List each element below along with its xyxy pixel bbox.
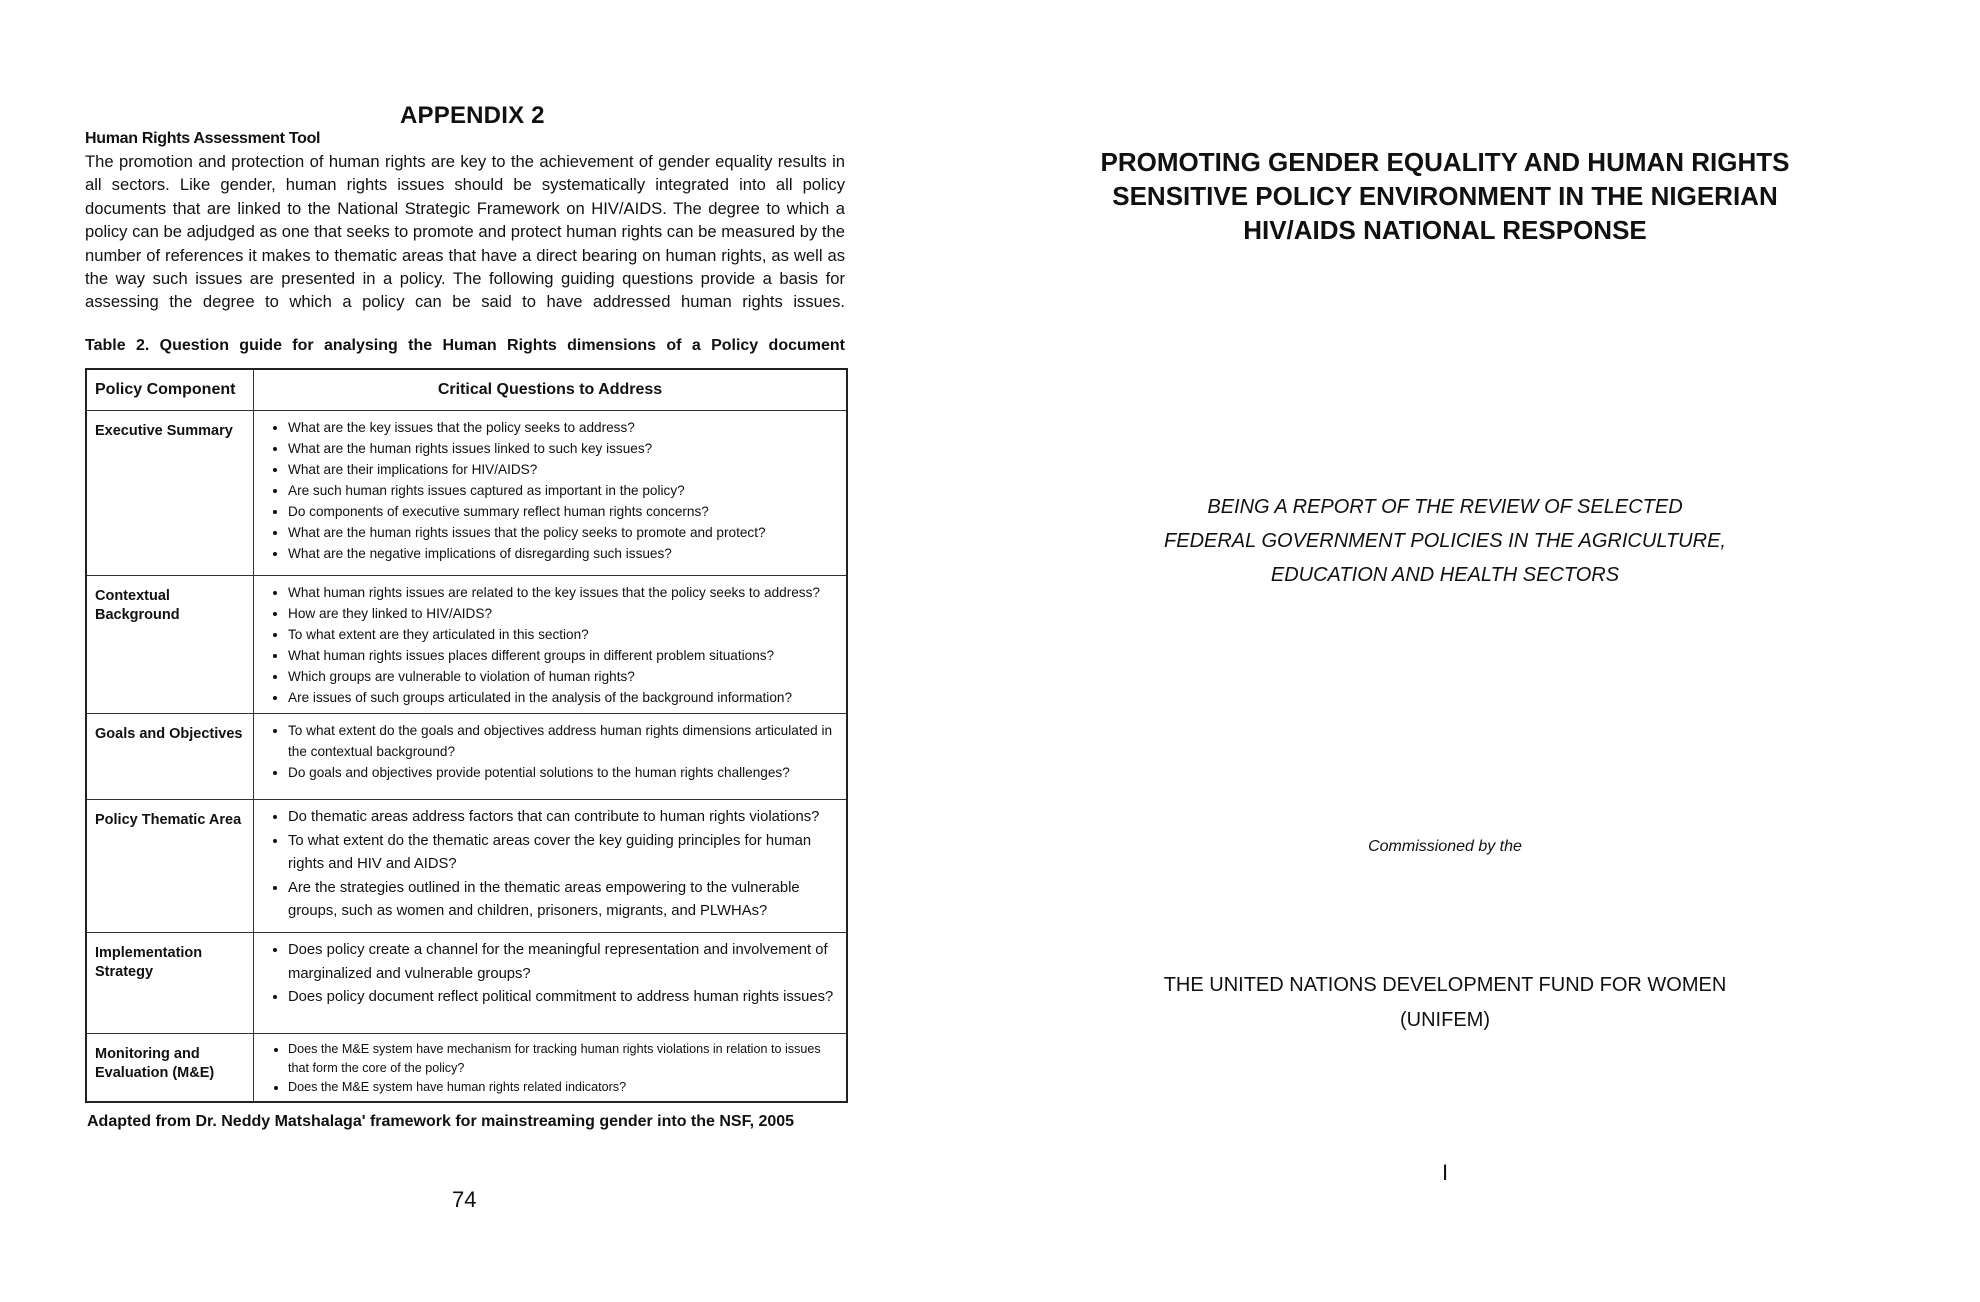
report-title-line: PROMOTING GENDER EQUALITY AND HUMAN RIGHTS	[1100, 147, 1790, 177]
question-item: • Which groups are vulnerable to violation of human rights?	[288, 666, 840, 687]
report-title	[1035, 145, 1855, 247]
question-item: • To what extent do the goals and objectives address human rights dimensions articulated in the contextual background?	[288, 720, 840, 762]
question-item: • Do thematic areas address factors that can contribute to human rights violations?	[288, 806, 840, 830]
organization-line: THE UNITED NATIONS DEVELOPMENT FUND FOR WOMEN	[1163, 974, 1727, 996]
page-number: 74	[452, 1187, 477, 1212]
table-row	[86, 714, 847, 800]
question-item: • What are the human rights issues linked to such key issues?	[288, 438, 840, 459]
report-subtitle	[1035, 490, 1855, 592]
source-note: Adapted from Dr. Neddy Matshalaga' framework for mainstreaming gender into the NSF, 2005	[87, 1113, 795, 1130]
question-item: • Does the M&E system have mechanism for tracking human rights violations in relation to issues that form the core of the policy?	[288, 1040, 840, 1078]
row-component: Executive Summary	[86, 411, 254, 576]
row-component: Implementation Strategy	[86, 933, 254, 1034]
table-row	[86, 576, 847, 714]
subtitle-line: BEING A REPORT OF THE REVIEW OF SELECTED	[1207, 496, 1683, 518]
table-caption: Table 2. Question guide for analysing the Human Rights dimensions of a Policy document	[85, 337, 845, 354]
question-item: • Are issues of such groups articulated in the analysis of the background information?	[288, 687, 840, 708]
question-item: • Are the strategies outlined in the thematic areas empowering to the vulnerable groups, such as women and children, prisoners, migrants, and PLWHAs?	[288, 877, 840, 924]
row-questions	[254, 933, 848, 1034]
header-policy-component: Policy Component	[86, 369, 254, 411]
subtitle-line: EDUCATION AND HEALTH SECTORS	[1270, 564, 1620, 586]
row-component: Contextual Background	[86, 576, 254, 714]
report-title-line: HIV/AIDS NATIONAL RESPONSE	[1243, 215, 1647, 245]
question-item: • Does policy document reflect political commitment to address human rights issues?	[288, 986, 840, 1010]
report-title-line: SENSITIVE POLICY ENVIRONMENT IN THE NIGERIAN	[1112, 181, 1778, 211]
organization	[1035, 968, 1855, 1038]
right-page	[990, 0, 1980, 1302]
question-guide-table	[85, 368, 848, 1103]
appendix-title: APPENDIX 2	[400, 102, 545, 129]
question-item: • What human rights issues places different groups in different problem situations?	[288, 645, 840, 666]
table-row	[86, 800, 847, 933]
question-item: • Does the M&E system have human rights related indicators?	[288, 1078, 840, 1097]
row-component: Goals and Objectives	[86, 714, 254, 800]
intro-paragraph: The promotion and protection of human rights are key to the achievement of gender equality results in all sectors. Like gender, human rights issues should be systematically integrated into all policy documents that are linked to the National Strategic Framework on HIV/AIDS. The degree to which a policy can be adjudged as one that seeks to promote and protect human rights can be measured by the number of references it makes to thematic areas that have a direct bearing on human rights, as well as the way such issues are presented in a policy. The following guiding questions provide a basis for assessing the degree to which a policy can be said to have addressed human rights issues.	[85, 152, 845, 312]
question-item: • What are their implications for HIV/AIDS?	[288, 459, 840, 480]
header-critical-questions: Critical Questions to Address	[254, 369, 848, 411]
section-heading: Human Rights Assessment Tool	[85, 130, 321, 147]
commissioned-by: Commissioned by the	[1368, 838, 1522, 855]
table-row	[86, 411, 847, 576]
organization-line: (UNIFEM)	[1400, 1009, 1490, 1031]
question-item: • To what extent are they articulated in this section?	[288, 624, 840, 645]
question-item: • Does policy create a channel for the meaningful representation and involvement of marginalized and vulnerable groups?	[288, 939, 840, 986]
row-questions	[254, 1034, 848, 1103]
question-item: • What are the human rights issues that the policy seeks to promote and protect?	[288, 522, 840, 543]
subtitle-line: FEDERAL GOVERNMENT POLICIES IN THE AGRICULTURE,	[1164, 530, 1726, 552]
row-questions	[254, 714, 848, 800]
table-row	[86, 933, 847, 1034]
question-item: • How are they linked to HIV/AIDS?	[288, 603, 840, 624]
row-questions	[254, 411, 848, 576]
question-item: • What are the negative implications of disregarding such issues?	[288, 543, 840, 564]
question-item: • Do goals and objectives provide potential solutions to the human rights challenges?	[288, 762, 840, 783]
row-component: Policy Thematic Area	[86, 800, 254, 933]
page-number: I	[1441, 1160, 1449, 1185]
question-item: • Do components of executive summary reflect human rights concerns?	[288, 501, 840, 522]
table-header-row	[86, 369, 847, 411]
row-questions	[254, 800, 848, 933]
row-questions	[254, 576, 848, 714]
question-item: • To what extent do the thematic areas cover the key guiding principles for human rights and HIV and AIDS?	[288, 830, 840, 877]
question-item: • What human rights issues are related to the key issues that the policy seeks to address?	[288, 582, 840, 603]
question-item: • What are the key issues that the policy seeks to address?	[288, 417, 840, 438]
question-item: • Are such human rights issues captured as important in the policy?	[288, 480, 840, 501]
row-component: Monitoring and Evaluation (M&E)	[86, 1034, 254, 1103]
table-row	[86, 1034, 847, 1103]
